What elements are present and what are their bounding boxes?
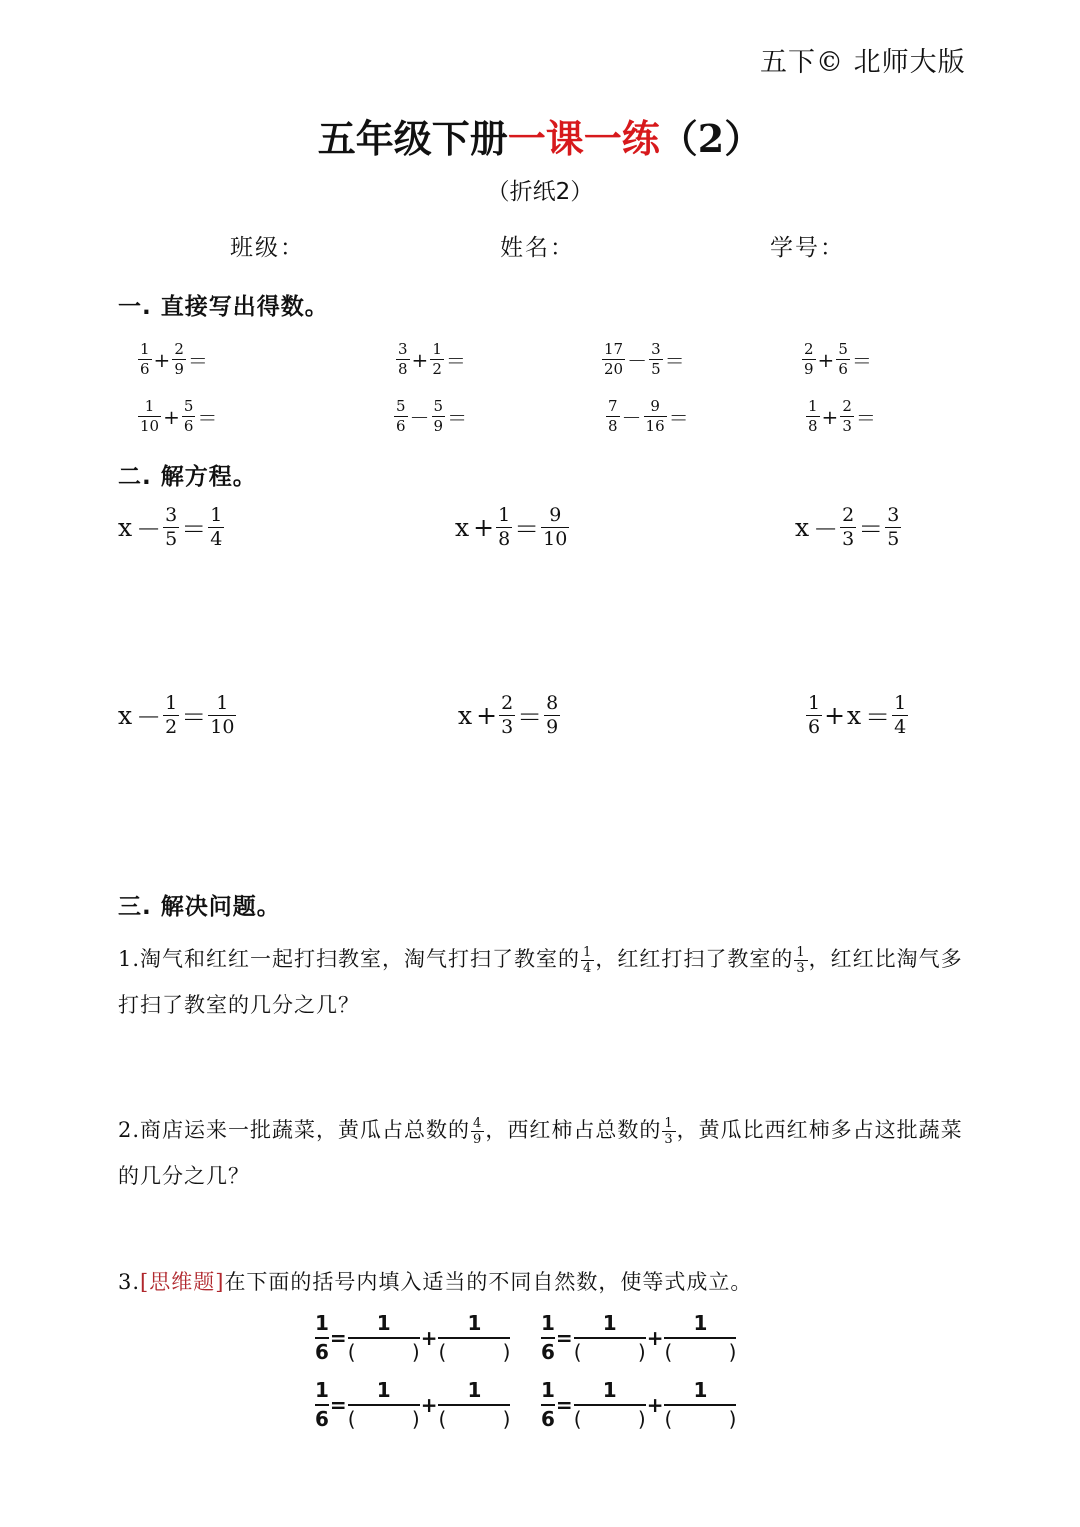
fraction-a [602, 342, 625, 377]
operator: － [409, 406, 430, 430]
paren-close: ) [637, 1340, 646, 1364]
numerator: 3 [651, 340, 661, 358]
numerator: 1 [541, 1311, 555, 1335]
page-title: 五年级下册一课一练（2） [317, 116, 763, 161]
variable-x: x [458, 701, 473, 730]
paren-open: ( [664, 1340, 673, 1364]
denominator: 8 [498, 528, 511, 550]
operator: － [136, 514, 162, 544]
operator: + [163, 404, 180, 429]
lhs-fraction [315, 1380, 329, 1430]
fraction-b [644, 399, 667, 434]
denominator: 6 [808, 716, 821, 738]
fraction-a [396, 342, 410, 377]
blank-denominator [574, 1409, 646, 1430]
equals-sign: ＝ [858, 514, 884, 544]
oral-item [396, 342, 468, 377]
decomposition-item [541, 1380, 736, 1430]
numerator: 1 [432, 340, 442, 358]
numerator: 9 [650, 397, 660, 415]
variable-x: x [118, 513, 133, 542]
plus-sign: + [646, 1326, 664, 1350]
equals-sign: ＝ [865, 702, 891, 732]
blank-denominator [348, 1409, 420, 1430]
equals-sign: = [555, 1393, 573, 1417]
variable-x: x [795, 513, 810, 542]
lhs-fraction [541, 1380, 555, 1430]
section-heading-problems: 三. 解决问题。 [118, 894, 281, 920]
numerator: 1 [693, 1378, 708, 1402]
numerator: 5 [433, 397, 444, 415]
equals-sign: ＝ [517, 702, 543, 732]
equals-sign: ＝ [668, 406, 689, 430]
numerator: 1 [315, 1311, 329, 1335]
equation-item [458, 694, 560, 737]
numerator: 2 [842, 397, 852, 415]
denominator: 6 [315, 1407, 329, 1431]
page-subtitle: （折纸2） [486, 179, 594, 205]
numerator: 2 [174, 340, 184, 358]
numerator: 1 [498, 504, 511, 526]
equation-item [455, 506, 569, 549]
fraction-result [892, 694, 908, 737]
numerator: 1 [144, 397, 155, 415]
oral-item [606, 399, 691, 434]
numerator: 1 [140, 340, 150, 358]
oral-item [602, 342, 687, 377]
numerator: 1 [376, 1311, 391, 1335]
numerator: 5 [838, 340, 848, 358]
thinking-question-tag: [思维题] [140, 1270, 225, 1294]
fraction-result [544, 694, 560, 737]
numerator: 17 [604, 340, 624, 358]
operator: － [621, 406, 642, 430]
numerator: 1 [467, 1378, 482, 1402]
fraction-bar [438, 1404, 510, 1406]
denominator: 6 [396, 417, 406, 435]
paren-close: ) [502, 1340, 511, 1364]
numerator: 1 [376, 1378, 391, 1402]
denominator: 5 [887, 528, 900, 550]
paren-close: ) [411, 1407, 420, 1431]
fraction-a [606, 399, 620, 434]
oral-item [806, 399, 878, 434]
fraction-term [499, 694, 515, 737]
denominator: 9 [174, 360, 184, 378]
fraction-bar [574, 1337, 646, 1339]
blank-fraction [348, 1380, 420, 1430]
fraction-bar [348, 1404, 420, 1406]
blank-fraction [348, 1313, 420, 1363]
paren-open: ( [347, 1340, 356, 1364]
problem-1-fraction-b: $\frac{1}{3}$ [796, 945, 806, 976]
oral-item [802, 342, 874, 377]
equation-item [118, 694, 236, 737]
numerator: 1 [541, 1378, 555, 1402]
denominator: 2 [432, 360, 442, 378]
decomposition-item [541, 1313, 736, 1363]
section-heading-equations: 二. 解方程。 [118, 464, 257, 490]
decomposition-item [315, 1380, 510, 1430]
equals-sign: ＝ [514, 514, 540, 544]
numerator: 3 [398, 340, 408, 358]
blank-fraction [574, 1380, 646, 1430]
paren-open: ( [664, 1407, 673, 1431]
fraction-bar [315, 1404, 329, 1406]
fraction-b [172, 342, 186, 377]
word-problem-2: 2.商店运来一批蔬菜，黄瓜占总数的 $\frac{4}{9}$ ，西红柿占总数的 $\frac{1}{3}$ ，黄瓜比西红柿多占这批蔬菜的几分之几？ [118, 1116, 963, 1188]
paren-open: ( [573, 1340, 582, 1364]
plus-sign: + [420, 1326, 438, 1350]
equals-sign: ＝ [445, 349, 466, 373]
section-heading-oral: 一. 直接写出得数。 [118, 294, 329, 320]
denominator: 6 [541, 1407, 555, 1431]
numerator: 2 [501, 692, 514, 714]
numerator: 1 [808, 692, 821, 714]
lhs-fraction [541, 1313, 555, 1363]
equals-sign: ＝ [851, 349, 872, 373]
problem-2-fraction-a: $\frac{4}{9}$ [473, 1116, 483, 1147]
paren-close: ) [728, 1340, 737, 1364]
fraction-term [840, 506, 856, 549]
variable-x: x [455, 513, 470, 542]
operator: + [821, 404, 839, 429]
equals-sign: ＝ [181, 514, 207, 544]
operator: － [813, 514, 839, 544]
denominator: 4 [894, 716, 907, 738]
numerator: 1 [894, 692, 907, 714]
fraction-result [208, 506, 224, 549]
denominator: 10 [210, 716, 235, 738]
problem-2-fraction-b: $\frac{1}{3}$ [664, 1116, 674, 1147]
fraction-a [802, 342, 816, 377]
numerator: 3 [887, 504, 900, 526]
oral-item [138, 342, 210, 377]
denominator: 20 [604, 360, 624, 378]
equation-item [118, 506, 224, 549]
equals-sign: ＝ [197, 406, 218, 430]
denominator: 6 [183, 417, 194, 435]
blank-denominator [664, 1409, 736, 1430]
equals-sign: ＝ [187, 349, 208, 373]
numerator: 2 [842, 504, 855, 526]
denominator: 6 [541, 1340, 555, 1364]
denominator: 9 [804, 360, 814, 378]
fraction-b [182, 399, 196, 434]
lhs-fraction [315, 1313, 329, 1363]
paren-open: ( [438, 1340, 447, 1364]
denominator: 4 [210, 528, 223, 550]
equals-sign: ＝ [664, 349, 685, 373]
fraction-bar [574, 1404, 646, 1406]
fraction-term [496, 506, 512, 549]
fraction-result [541, 506, 569, 549]
name-label: 姓名： [500, 235, 575, 261]
blank-denominator [664, 1342, 736, 1363]
title-highlight: 一课一练 [507, 116, 660, 161]
paren-close: ) [502, 1407, 511, 1431]
denominator: 2 [165, 716, 178, 738]
numerator: 9 [549, 504, 562, 526]
variable-x: x [847, 701, 862, 730]
blank-fraction [574, 1313, 646, 1363]
blank-denominator [348, 1342, 420, 1363]
denominator: 9 [433, 417, 444, 435]
blank-fraction [664, 1380, 736, 1430]
fraction-bar [541, 1337, 555, 1339]
student-id-label: 学号： [770, 235, 845, 261]
numerator: 5 [183, 397, 194, 415]
denominator: 8 [808, 417, 818, 435]
fraction-b [840, 399, 854, 434]
denominator: 10 [140, 417, 160, 435]
paren-close: ) [411, 1340, 420, 1364]
blank-fraction [438, 1380, 510, 1430]
fraction-b [430, 342, 444, 377]
variable-x: x [118, 701, 133, 730]
numerator: 1 [467, 1311, 482, 1335]
fraction-bar [348, 1337, 420, 1339]
decomposition-item [315, 1313, 510, 1363]
equation-item [795, 506, 901, 549]
word-problem-3: 3.[思维题]在下面的括号内填入适当的不同自然数，使等式成立。 [118, 1270, 753, 1294]
numerator: 1 [210, 504, 223, 526]
oral-item [394, 399, 469, 434]
fraction-term [163, 694, 179, 737]
fraction-b [836, 342, 850, 377]
numerator: 1 [693, 1311, 708, 1335]
oral-item [138, 399, 219, 434]
paren-close: ) [637, 1407, 646, 1431]
denominator: 3 [842, 528, 855, 550]
denominator: 8 [608, 417, 618, 435]
fraction-a [138, 399, 161, 434]
numerator: 1 [602, 1378, 617, 1402]
denominator: 5 [165, 528, 178, 550]
numerator: 7 [608, 397, 618, 415]
numerator: 1 [808, 397, 818, 415]
fraction-bar [541, 1404, 555, 1406]
denominator: 6 [140, 360, 150, 378]
denominator: 6 [315, 1340, 329, 1364]
paren-open: ( [438, 1407, 447, 1431]
fraction-bar [664, 1404, 736, 1406]
denominator: 6 [838, 360, 848, 378]
operator: + [411, 347, 429, 372]
blank-fraction [664, 1313, 736, 1363]
numerator: 1 [315, 1378, 329, 1402]
fraction-result [885, 506, 901, 549]
equals-sign: ＝ [181, 702, 207, 732]
equals-sign: = [329, 1393, 347, 1417]
problem-1-fraction-a: $\frac{1}{4}$ [583, 945, 593, 976]
fraction-bar [315, 1337, 329, 1339]
word-problem-1: 1.淘气和红红一起打扫教室，淘气打扫了教室的 $\frac{1}{4}$ ，红红打扫了教室的 $\frac{1}{3}$ ，红红比淘气多打扫了教室的几分之几？ [118, 945, 963, 1017]
operator: － [627, 349, 648, 373]
fraction-a [806, 399, 820, 434]
fraction-b [432, 399, 446, 434]
equals-sign: = [329, 1326, 347, 1350]
plus-sign: + [420, 1393, 438, 1417]
numerator: 1 [602, 1311, 617, 1335]
fraction-bar [438, 1337, 510, 1339]
numerator: 1 [216, 692, 229, 714]
operator: + [473, 513, 495, 542]
edition-label: 五下© 北师大版 [760, 47, 966, 78]
numerator: 2 [804, 340, 814, 358]
numerator: 5 [396, 397, 406, 415]
blank-denominator [438, 1409, 510, 1430]
numerator: 3 [165, 504, 178, 526]
denominator: 9 [546, 716, 559, 738]
fraction-result [208, 694, 236, 737]
denominator: 10 [543, 528, 568, 550]
denominator: 3 [842, 417, 852, 435]
fraction-a [394, 399, 408, 434]
denominator: 5 [651, 360, 661, 378]
equals-sign: = [555, 1326, 573, 1350]
fraction-a [138, 342, 152, 377]
equation-item [806, 694, 908, 737]
paren-close: ) [728, 1407, 737, 1431]
blank-fraction [438, 1313, 510, 1363]
paren-open: ( [347, 1407, 356, 1431]
operator: + [824, 701, 846, 730]
class-label: 班级： [230, 235, 305, 261]
blank-denominator [438, 1342, 510, 1363]
operator: － [136, 702, 162, 732]
fraction-bar [664, 1337, 736, 1339]
fraction-leading [806, 694, 822, 737]
fraction-b [649, 342, 663, 377]
paren-open: ( [573, 1407, 582, 1431]
operator: + [153, 347, 171, 372]
numerator: 1 [165, 692, 178, 714]
plus-sign: + [646, 1393, 664, 1417]
denominator: 3 [501, 716, 514, 738]
fraction-term [163, 506, 179, 549]
blank-denominator [574, 1342, 646, 1363]
operator: + [476, 701, 498, 730]
operator: + [817, 347, 835, 372]
denominator: 8 [398, 360, 408, 378]
numerator: 8 [546, 692, 559, 714]
equals-sign: ＝ [855, 406, 876, 430]
equals-sign: ＝ [447, 406, 468, 430]
denominator: 16 [645, 417, 665, 435]
